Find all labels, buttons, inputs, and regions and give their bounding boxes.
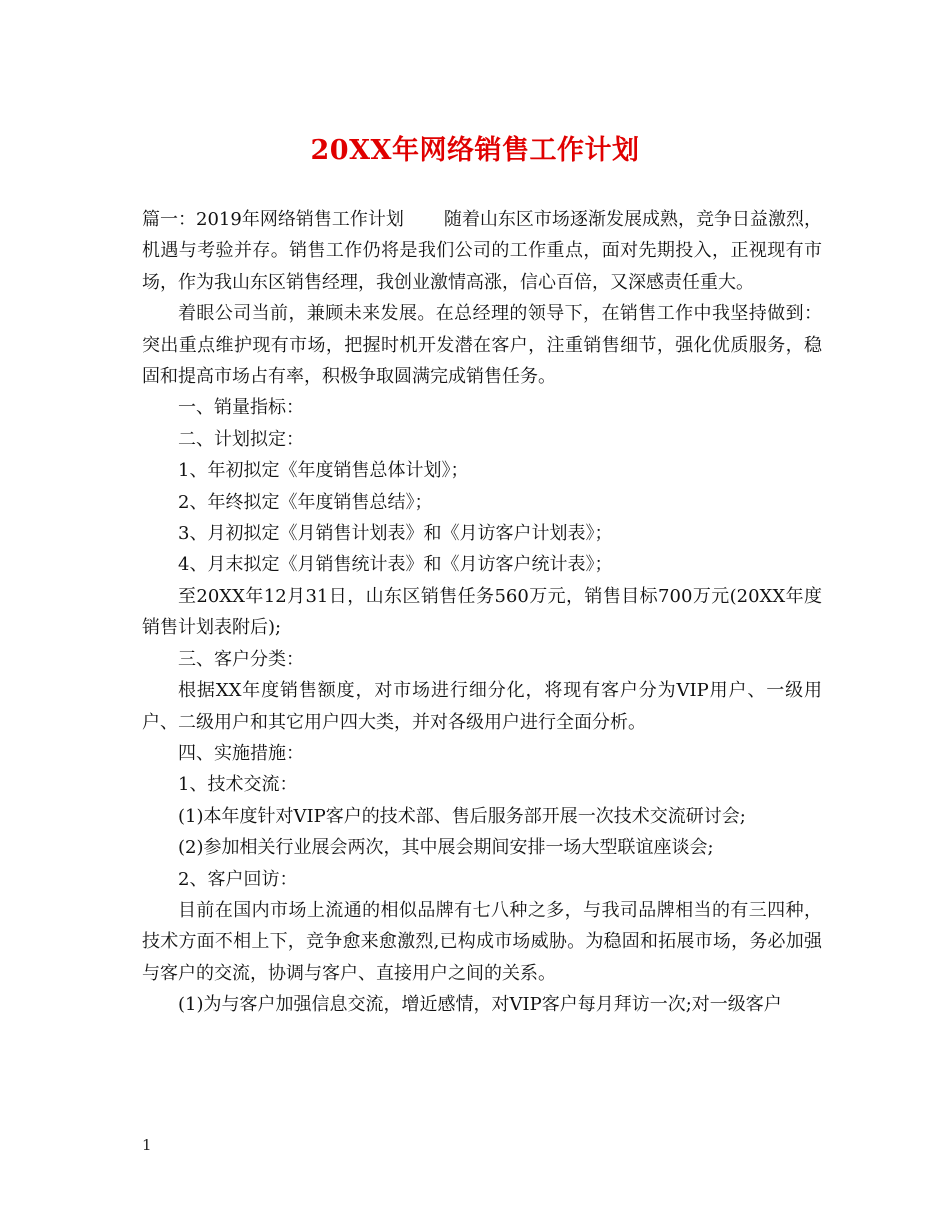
lead-text: 随着山东区市场逐渐发展成熟，竞争日益激烈，机遇与考验并存。销售工作仍将是我们公司的工作重点，面对先期投入，正视现有市场，作为我山东区销售经理，我创业激情高涨，信心百倍，又深感责任重大。 xyxy=(142,209,823,293)
paragraph: 目前在国内市场上流通的相似品牌有七八种之多，与我司品牌相当的有三四种，技术方面不相上下，竞争愈来愈激烈,已构成市场威胁。为稳固和拓展市场，务必加强与客户的交流，协调与客户、直接用户之间的关系。 xyxy=(142,899,822,984)
list-item: 4、月末拟定《月销售统计表》和《月访客户统计表》； xyxy=(178,554,613,576)
paragraph: 着眼公司当前，兼顾未来发展。在总经理的领导下，在销售工作中我坚持做到：突出重点维护现有市场，把握时机开发潜在客户，注重销售细节，强化优质服务，稳固和提高市场占有率，积极争取圆满完成销售任务。 xyxy=(142,303,822,388)
section-heading: 二、计划拟定： xyxy=(178,428,304,450)
document-title: 20XX年网络销售工作计划 xyxy=(310,135,640,166)
lead-label: 篇一：2019年网络销售工作计划 xyxy=(142,209,404,230)
list-item: 1、年初拟定《年度销售总体计划》； xyxy=(178,460,469,482)
document-body xyxy=(142,204,822,1021)
subsection-heading: 1、技术交流： xyxy=(178,774,298,796)
section-heading: 四、实施措施： xyxy=(178,742,304,764)
paragraph: 至20XX年12月31日，山东区销售任务560万元，销售目标700万元(20XX年度销售计划表附后); xyxy=(142,585,822,639)
subsection-heading: 2、客户回访： xyxy=(178,868,298,890)
section-heading: 一、销量指标： xyxy=(178,397,304,419)
section-heading: 三、客户分类： xyxy=(178,648,304,670)
list-item: (1)为与客户加强信息交流，增近感情，对VIP客户每月拜访一次;对一级客户 xyxy=(178,994,782,1016)
list-item: 2、年终拟定《年度销售总结》； xyxy=(178,491,433,513)
list-item: (1)本年度针对VIP客户的技术部、售后服务部开展一次技术交流研讨会; xyxy=(178,805,746,827)
lead-paragraph xyxy=(142,204,822,298)
list-item: (2)参加相关行业展会两次，其中展会期间安排一场大型联谊座谈会; xyxy=(178,837,714,859)
list-item: 3、月初拟定《月销售计划表》和《月访客户计划表》； xyxy=(178,523,613,545)
page-number: 1 xyxy=(142,1136,152,1154)
paragraph: 根据XX年度销售额度，对市场进行细分化，将现有客户分为VIP用户、一级用户、二级用户和其它用户四大类，并对各级用户进行全面分析。 xyxy=(142,680,822,733)
